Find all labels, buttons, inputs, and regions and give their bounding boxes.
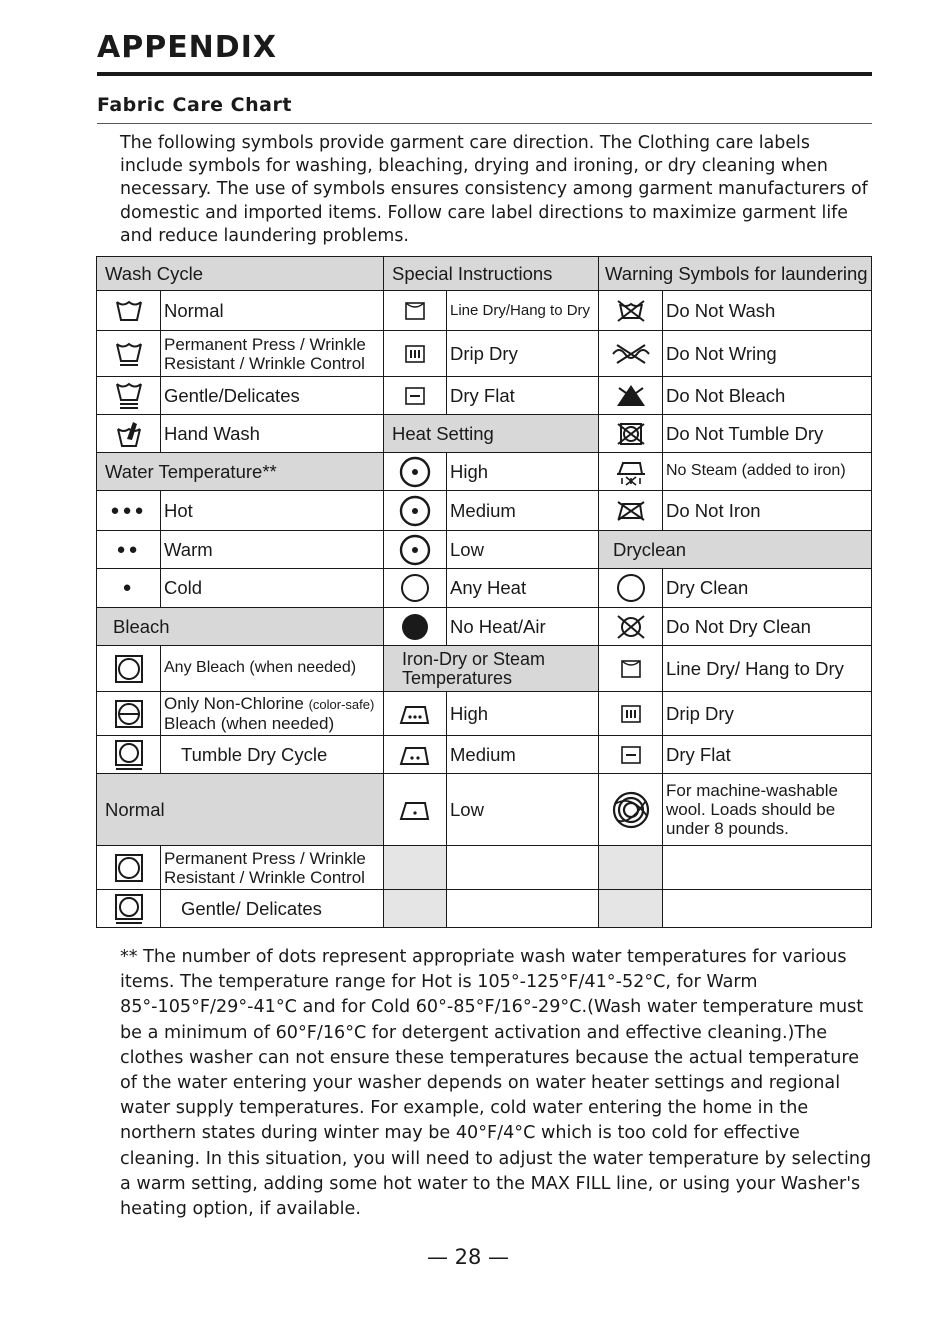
wash-permanent-press-label — [161, 331, 384, 377]
non-chlorine-line-1 — [164, 694, 383, 714]
no-heat-label: No Heat/Air — [447, 608, 599, 646]
no-steam-label: No Steam (added to iron) — [663, 453, 872, 491]
dry-clean-label: Dry Clean — [663, 569, 872, 608]
do-not-bleach-icon — [599, 377, 663, 415]
do-not-bleach-label: Do Not Bleach — [663, 377, 872, 415]
wool-line-1: For machine-washable — [666, 781, 838, 800]
color-safe-note: (color-safe) — [308, 697, 375, 712]
fabric-care-table — [96, 256, 872, 928]
do-not-dry-clean-icon — [599, 608, 663, 646]
tumble-dry-icon — [97, 736, 161, 774]
header-normal: Normal — [97, 774, 384, 846]
wool-icon — [599, 774, 663, 846]
hot-dots-icon: ●●● — [97, 491, 161, 531]
water-warm-label: Warm — [161, 531, 384, 569]
do-not-wash-icon — [599, 291, 663, 331]
header-heat-setting: Heat Setting — [384, 415, 599, 453]
non-chlorine-bleach-label — [161, 692, 384, 736]
header-bleach: Bleach — [97, 608, 384, 646]
iron-low-label: Low — [447, 774, 599, 846]
iron-low-icon — [384, 774, 447, 846]
intro-paragraph: The following symbols provide garment care direction. The Clothing care labels include symbols for washing, bleaching, drying and ironing, or dry cleaning when necessary. The use of symbols ensures consistency among garment manufacturers of domestic and imported items. Follow care label directions to maximize garment life and reduce laundering problems. — [120, 133, 868, 246]
empty-cell — [447, 890, 599, 928]
page-number: — 28 — — [426, 1245, 510, 1269]
do-not-iron-icon — [599, 491, 663, 531]
dry-flat-icon — [384, 377, 447, 415]
heat-medium-icon — [384, 491, 447, 531]
do-not-iron-label: Do Not Iron — [663, 491, 872, 531]
iron-medium-icon — [384, 736, 447, 774]
drip-dry-warning-label: Drip Dry — [663, 692, 872, 736]
wash-normal-icon — [97, 291, 161, 331]
any-heat-label: Any Heat — [447, 569, 599, 608]
wash-gentle-label: Gentle/Delicates — [161, 377, 384, 415]
wool-line-3: under 8 pounds. — [666, 819, 789, 838]
tumble-perm-line-2: Resistant / Wrinkle Control — [164, 867, 365, 887]
drip-dry-label: Drip Dry — [447, 331, 599, 377]
header-dryclean: Dryclean — [599, 531, 872, 569]
iron-medium-label: Medium — [447, 736, 599, 774]
any-bleach-icon — [97, 646, 161, 692]
section-divider — [97, 123, 872, 124]
dry-flat-warning-label: Dry Flat — [663, 736, 872, 774]
header-water-temperature: Water Temperature** — [97, 453, 384, 491]
do-not-wash-label: Do Not Wash — [663, 291, 872, 331]
header-wash-cycle: Wash Cycle — [97, 257, 384, 291]
title-divider — [97, 72, 872, 76]
iron-high-label: High — [447, 692, 599, 736]
heat-low-icon — [384, 531, 447, 569]
no-steam-icon — [599, 453, 663, 491]
perm-press-line-1: Permanent Press / Wrinkle — [164, 334, 366, 354]
temperature-footnote: ** The number of dots represent appropriate wash water temperatures for various items. The temperature range for Hot is 105°-125°F/41°-52°C, for Warm 85°-105°F/29°-41°C and for Cold 60°-85°F/16°-29°C.(Wash water temperature must be a minimum of 60°F/16°C for detergent activation and effective cleaning.)The clothes washer can not ensure these temperatures because the actual temperature of the water entering your washer depends on water heater settings and regional water supply temperatures. For example, cold water entering the home in the northern states during winter may be 40°F/4°C which is too cold for effective cleaning. In this situation, you will need to adjust the water temperature by selecting a warm setting, adding some hot water to the MAX FILL line, or using your Washer's heating option, if available. — [120, 947, 872, 1220]
no-heat-icon — [384, 608, 447, 646]
non-chlorine-text: Only Non-Chlorine — [164, 694, 304, 713]
non-chlorine-bleach-icon — [97, 692, 161, 736]
do-not-wring-label: Do Not Wring — [663, 331, 872, 377]
tumble-permanent-press-icon — [97, 846, 161, 890]
wool-line-2: wool. Loads should be — [666, 800, 836, 819]
wool-note-label — [663, 774, 872, 846]
iron-high-icon — [384, 692, 447, 736]
perm-press-line-2: Resistant / Wrinkle Control — [164, 353, 365, 373]
tumble-permanent-press-label — [161, 846, 384, 890]
hand-wash-label: Hand Wash — [161, 415, 384, 453]
empty-cell — [663, 890, 872, 928]
header-warning-symbols: Warning Symbols for laundering — [599, 257, 872, 291]
any-heat-icon — [384, 569, 447, 608]
tumble-perm-line-1: Permanent Press / Wrinkle — [164, 848, 366, 868]
cold-dot-icon: ● — [97, 569, 161, 608]
dry-clean-icon — [599, 569, 663, 608]
header-iron-temperatures: Iron-Dry or Steam Temperatures — [384, 646, 599, 692]
line-dry-icon — [384, 291, 447, 331]
line-dry-hang-label: Line Dry/ Hang to Dry — [663, 646, 872, 692]
heat-high-icon — [384, 453, 447, 491]
empty-cell — [384, 846, 447, 890]
dry-flat-warning-icon — [599, 736, 663, 774]
do-not-wring-icon — [599, 331, 663, 377]
tumble-gentle-label: Gentle/ Delicates — [161, 890, 384, 928]
line-dry-label: Line Dry/Hang to Dry — [447, 291, 599, 331]
empty-cell — [599, 890, 663, 928]
wash-normal-label: Normal — [161, 291, 384, 331]
do-not-dry-clean-label: Do Not Dry Clean — [663, 608, 872, 646]
empty-cell — [663, 846, 872, 890]
heat-high-label: High — [447, 453, 599, 491]
header-special-instructions: Special Instructions — [384, 257, 599, 291]
water-cold-label: Cold — [161, 569, 384, 608]
tumble-dry-label: Tumble Dry Cycle — [161, 736, 384, 774]
do-not-tumble-dry-icon — [599, 415, 663, 453]
section-title: Fabric Care Chart — [97, 94, 292, 116]
non-chlorine-line-2: Bleach (when needed) — [164, 714, 335, 733]
empty-cell — [599, 846, 663, 890]
water-hot-label: Hot — [161, 491, 384, 531]
hand-wash-icon — [97, 415, 161, 453]
line-dry-hang-icon — [599, 646, 663, 692]
empty-cell — [384, 890, 447, 928]
warm-dots-icon: ●● — [97, 531, 161, 569]
do-not-tumble-dry-label: Do Not Tumble Dry — [663, 415, 872, 453]
empty-cell — [447, 846, 599, 890]
any-bleach-label: Any Bleach (when needed) — [161, 646, 384, 692]
page-title: APPENDIX — [97, 30, 277, 65]
heat-low-label: Low — [447, 531, 599, 569]
tumble-gentle-icon — [97, 890, 161, 928]
drip-dry-warning-icon — [599, 692, 663, 736]
wash-permanent-press-icon — [97, 331, 161, 377]
heat-medium-label: Medium — [447, 491, 599, 531]
dry-flat-label: Dry Flat — [447, 377, 599, 415]
wash-gentle-icon — [97, 377, 161, 415]
drip-dry-icon — [384, 331, 447, 377]
